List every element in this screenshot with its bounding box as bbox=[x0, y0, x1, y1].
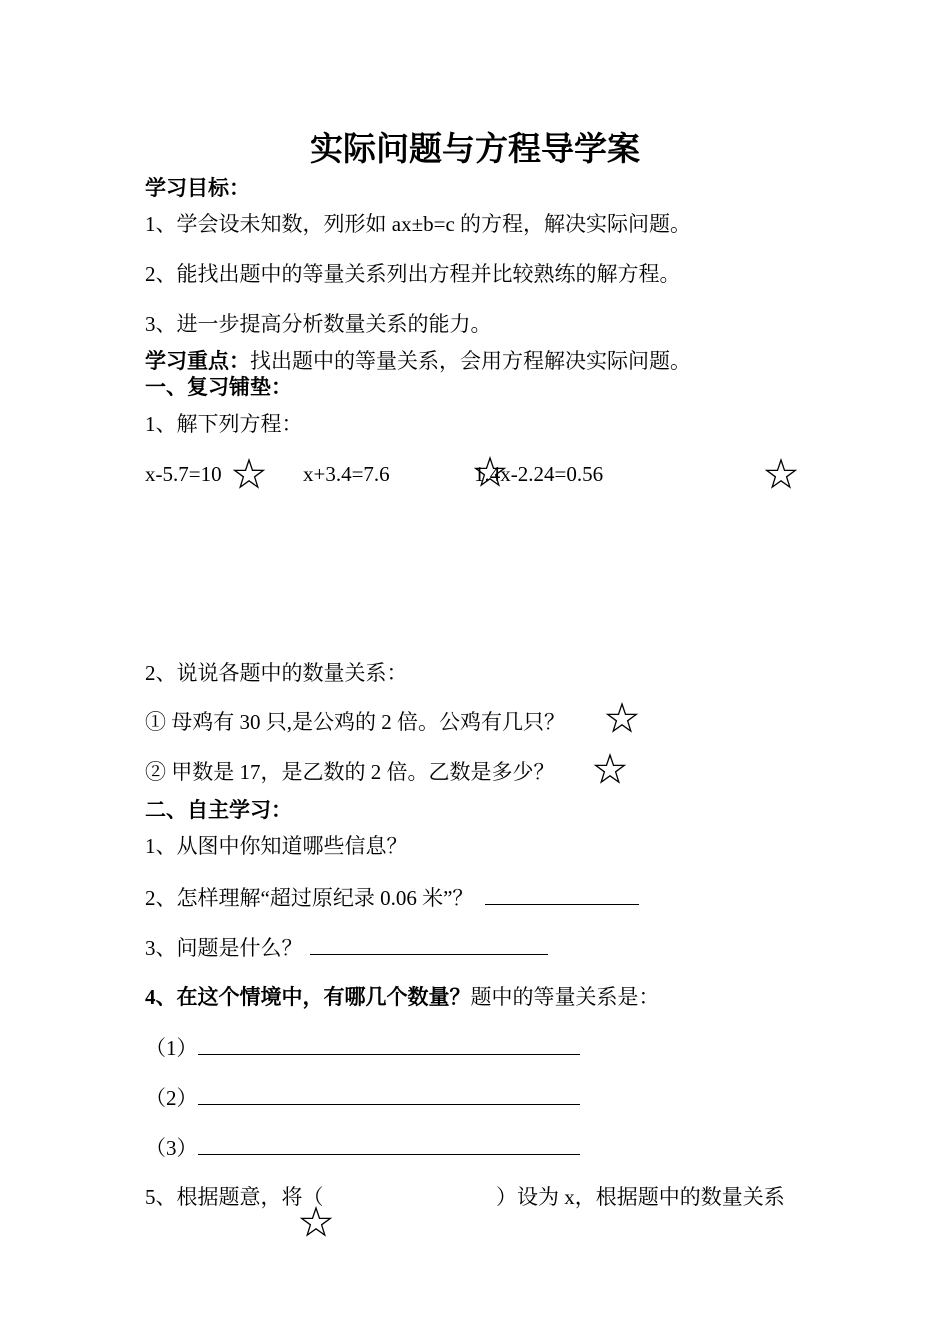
relation-label-1: （1） bbox=[145, 1036, 198, 1060]
review-heading: 一、复习铺垫： bbox=[145, 375, 292, 399]
equation-2: x+3.4=7.6 bbox=[303, 462, 390, 486]
star-icon bbox=[299, 1206, 333, 1240]
focus-line bbox=[145, 348, 691, 374]
focus-heading: 学习重点： bbox=[145, 349, 250, 373]
answer-blank[interactable] bbox=[198, 1034, 580, 1055]
self-study-q4-line bbox=[145, 984, 660, 1010]
focus-text: 找出题中的等量关系，会用方程解决实际问题。 bbox=[250, 349, 691, 373]
answer-blank[interactable] bbox=[485, 884, 639, 905]
self-study-q3: 3、问题是什么？ bbox=[145, 936, 303, 960]
self-study-q5-end: ）设为 x，根据题中的数量关系 bbox=[496, 1185, 785, 1209]
review-item-2: ② 甲数是 17，是乙数的 2 倍。乙数是多少？ bbox=[145, 760, 555, 784]
star-icon bbox=[232, 458, 266, 492]
objective-2: 2、能找出题中的等量关系列出方程并比较熟练的解方程。 bbox=[145, 262, 681, 286]
self-study-q5-start: 5、根据题意，将（ bbox=[145, 1185, 324, 1209]
page-title: 实际问题与方程导学案 bbox=[310, 132, 640, 168]
review-q1: 1、解下列方程： bbox=[145, 412, 303, 436]
equation-3: 1.4x-2.24=0.56 bbox=[474, 462, 604, 486]
self-study-q1: 1、从图中你知道哪些信息？ bbox=[145, 834, 408, 858]
self-study-q4-rest: 题中的等量关系是： bbox=[470, 985, 660, 1009]
relation-line-2 bbox=[145, 1084, 580, 1111]
objective-3: 3、进一步提高分析数量关系的能力。 bbox=[145, 312, 492, 336]
answer-blank[interactable] bbox=[198, 1134, 580, 1155]
self-study-q2-line bbox=[145, 884, 639, 911]
self-study-heading: 二、自主学习： bbox=[145, 798, 292, 822]
equation-1: x-5.7=10 bbox=[145, 462, 222, 486]
objectives-heading: 学习目标： bbox=[145, 176, 250, 200]
objective-1: 1、学会设未知数，列形如 ax±b=c 的方程，解决实际问题。 bbox=[145, 212, 692, 236]
self-study-q3-line bbox=[145, 934, 548, 961]
self-study-q2: 2、怎样理解“超过原纪录 0.06 米”？ bbox=[145, 886, 474, 910]
review-q2: 2、说说各题中的数量关系： bbox=[145, 661, 408, 685]
star-icon bbox=[764, 458, 798, 492]
review-item-1: ① 母鸡有 30 只,是公鸡的 2 倍。公鸡有几只？ bbox=[145, 710, 565, 734]
relation-line-1 bbox=[145, 1034, 580, 1061]
relation-label-3: （3） bbox=[145, 1136, 198, 1160]
answer-blank[interactable] bbox=[198, 1084, 580, 1105]
relation-line-3 bbox=[145, 1134, 580, 1161]
relation-label-2: （2） bbox=[145, 1086, 198, 1110]
star-icon bbox=[605, 702, 639, 736]
star-icon bbox=[593, 753, 627, 787]
star-icon bbox=[473, 456, 507, 490]
answer-blank[interactable] bbox=[310, 934, 548, 955]
self-study-q4-bold: 4、在这个情境中，有哪几个数量？ bbox=[145, 985, 471, 1009]
